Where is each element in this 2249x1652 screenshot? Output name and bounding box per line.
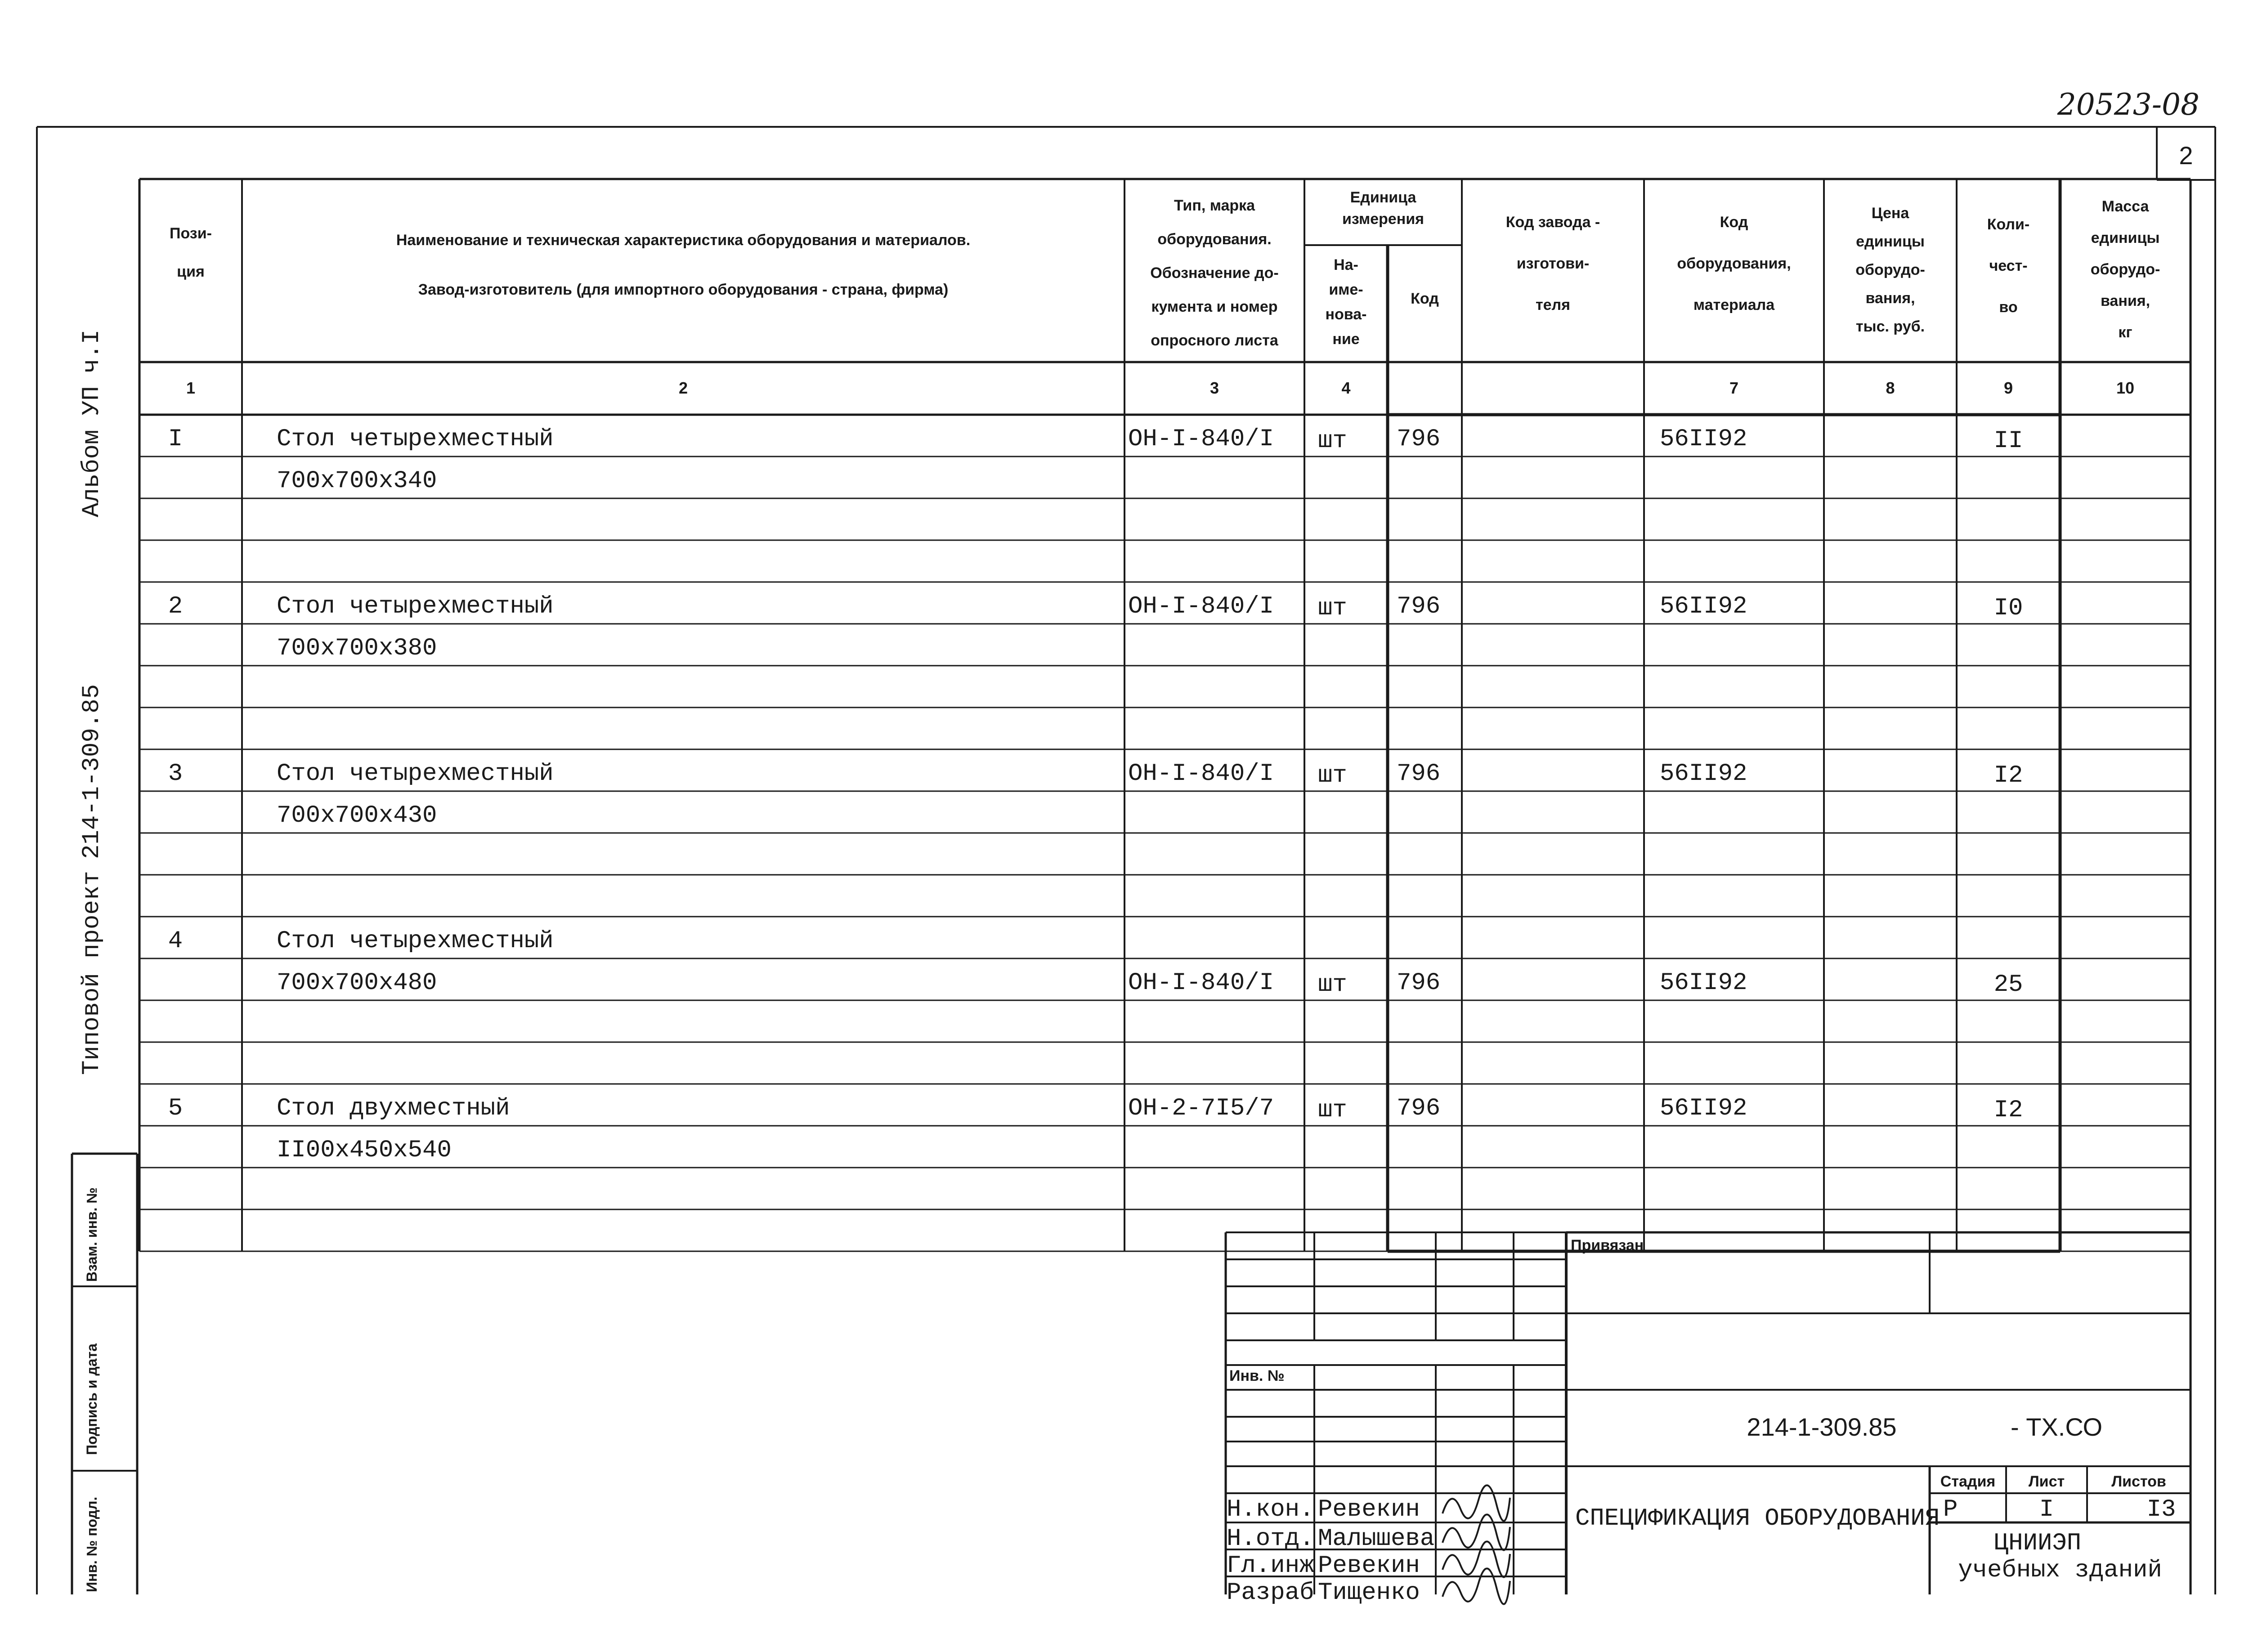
side-title [78, 330, 106, 1075]
item-dimensions: 700х700х480 [277, 969, 437, 997]
item-equipment-code: 56II92 [1660, 969, 1747, 997]
inv-number-label: Инв. № [1229, 1367, 1285, 1384]
item-unit-code: 796 [1397, 760, 1441, 788]
column-number-4: 4 [1341, 379, 1351, 397]
item-unit: шт [1318, 1097, 1347, 1124]
sheet-label: Лист [2028, 1473, 2065, 1490]
side-title-album: Альбом УП [78, 386, 106, 517]
header-c9-line-1: чест- [1989, 257, 2028, 274]
sheets-label: Листов [2111, 1473, 2166, 1490]
stage-value: Р [1943, 1496, 1958, 1523]
header-c10-line-2: оборудо- [2090, 261, 2160, 278]
signature-name: Малышева [1318, 1525, 1435, 1553]
header-c8-line-0: Цена [1871, 205, 1909, 222]
signature-role: Н.кон. [1227, 1496, 1314, 1523]
header-unit-group-line-0: Единица [1350, 189, 1416, 206]
header-c5-line-0: Код [1411, 290, 1439, 307]
header-c4-line-0: На- [1334, 256, 1358, 273]
item-unit: шт [1318, 971, 1347, 998]
signature-role: Разраб [1227, 1579, 1314, 1607]
item-unit-code: 796 [1397, 425, 1441, 453]
header-c7-line-2: материала [1693, 296, 1775, 313]
item-type: ОН-I-840/I [1128, 425, 1274, 453]
organization-line1: ЦНИИЭП [1994, 1530, 2082, 1557]
header-c8-line-1: единицы [1856, 233, 1925, 250]
header-c7-line-1: оборудования, [1677, 255, 1791, 272]
header-c6-line-0: Код завода - [1505, 214, 1600, 231]
column-number-8: 8 [1886, 379, 1895, 397]
item-equipment-code: 56II92 [1660, 593, 1747, 620]
header-c4-line-2: нова- [1325, 306, 1367, 323]
header-c4-line-1: име- [1329, 281, 1363, 298]
item-position: 3 [168, 760, 183, 788]
signature-role: Гл.инж [1227, 1552, 1314, 1580]
header-c3-line-1: оборудования. [1157, 231, 1272, 248]
bound-label: Привязан [1571, 1237, 1644, 1254]
header-c8-line-4: тыс. руб. [1855, 318, 1925, 335]
header-c8-line-2: оборудо- [1855, 261, 1925, 278]
item-quantity: 25 [1994, 971, 2023, 998]
header-c2-line-1: Завод-изготовитель (для импортного оборудования - страна, фирма) [418, 281, 949, 298]
header-c3-line-4: опросного листа [1151, 332, 1278, 349]
column-number-3: 3 [1210, 379, 1219, 397]
item-unit-code: 796 [1397, 593, 1441, 620]
item-quantity: I2 [1994, 1097, 2023, 1124]
signature-name: Ревекин [1318, 1496, 1420, 1523]
signature-name: Ревекин [1318, 1552, 1420, 1580]
signature-name: Тищенко [1318, 1579, 1420, 1607]
column-number-7: 7 [1729, 379, 1739, 397]
item-equipment-code: 56II92 [1660, 1095, 1747, 1122]
item-quantity: II [1994, 427, 2023, 455]
stage-label: Стадия [1940, 1473, 1996, 1490]
sheets-value: I3 [2146, 1496, 2176, 1523]
item-position: I [168, 425, 183, 453]
organization-line2: учебных зданий [1958, 1557, 2162, 1584]
header-c1-line-0: Пози- [170, 225, 212, 242]
header-unit-group-line-1: измерения [1342, 210, 1424, 228]
item-dimensions: II00х450х540 [277, 1137, 452, 1164]
header-c2-line-0: Наименование и техническая характеристика оборудования и материалов. [396, 232, 971, 249]
item-quantity: I2 [1994, 762, 2023, 789]
item-type: ОН-2-7I5/7 [1128, 1095, 1274, 1122]
item-dimensions: 700х700х430 [277, 802, 437, 829]
header-c10-line-3: вания, [2100, 292, 2150, 309]
item-unit: шт [1318, 427, 1347, 455]
header-c10-line-1: единицы [2091, 229, 2160, 246]
side-title-code: 214-1-309.85 [78, 684, 106, 859]
header-c10-line-0: Масса [2101, 198, 2149, 215]
item-dimensions: 700х700х380 [277, 635, 437, 662]
item-dimensions: 700х700х340 [277, 467, 437, 495]
sheet-value: I [2039, 1496, 2054, 1523]
column-number-1: 1 [186, 379, 196, 397]
item-unit: шт [1318, 595, 1347, 622]
header-c9-line-2: во [1999, 299, 2018, 316]
header-c4-line-3: ние [1332, 331, 1360, 348]
item-equipment-code: 56II92 [1660, 425, 1747, 453]
sheet-title: СПЕЦИФИКАЦИЯ ОБОРУДОВАНИЯ [1575, 1505, 1940, 1532]
strip-label-sign-date: Подпись и дата [84, 1343, 100, 1455]
corner-number: 20523-08 [2057, 87, 2200, 122]
sheet-number: 2 [2179, 141, 2193, 170]
header-c8-line-3: вания, [1865, 290, 1915, 307]
item-name: Стол четырехместный [277, 760, 554, 788]
header-c9-line-0: Коли- [1987, 216, 2030, 233]
item-position: 4 [168, 927, 183, 955]
column-number-10: 10 [2116, 379, 2135, 397]
header-c6-line-2: теля [1536, 296, 1570, 313]
signature-role: Н.отд. [1227, 1525, 1314, 1553]
header-c3-line-0: Тип, марка [1174, 197, 1255, 214]
item-position: 5 [168, 1095, 183, 1122]
item-name: Стол двухместный [277, 1095, 510, 1122]
item-unit-code: 796 [1397, 969, 1441, 997]
header-c3-line-2: Обозначение до- [1150, 264, 1279, 282]
item-type: ОН-I-840/I [1128, 593, 1274, 620]
side-title-project: Типовой проект [78, 871, 106, 1075]
column-number-2: 2 [678, 379, 688, 397]
item-name: Стол четырехместный [277, 425, 554, 453]
column-number-9: 9 [2003, 379, 2013, 397]
item-quantity: I0 [1994, 595, 2023, 622]
header-c3-line-3: кумента и номер [1151, 298, 1278, 315]
item-equipment-code: 56II92 [1660, 760, 1747, 788]
item-name: Стол четырехместный [277, 593, 554, 620]
item-type: ОН-I-840/I [1128, 760, 1274, 788]
item-name: Стол четырехместный [277, 927, 554, 955]
strip-label-inv-replaced: Взам. инв. № [84, 1187, 100, 1282]
header-c1-line-1: ция [177, 263, 205, 280]
item-position: 2 [168, 593, 183, 620]
side-title-part: ч.I [78, 329, 106, 373]
item-unit: шт [1318, 762, 1347, 789]
header-c6-line-1: изготови- [1516, 255, 1590, 272]
designation-number: 214-1-309.85 [1747, 1413, 1897, 1441]
item-unit-code: 796 [1397, 1095, 1441, 1122]
item-type: ОН-I-840/I [1128, 969, 1274, 997]
designation-suffix: - ТХ.СО [2011, 1413, 2103, 1441]
header-c7-line-0: Код [1720, 214, 1748, 231]
header-c10-line-4: кг [2118, 324, 2133, 341]
strip-label-inv-orig: Инв. № подл. [84, 1496, 100, 1592]
